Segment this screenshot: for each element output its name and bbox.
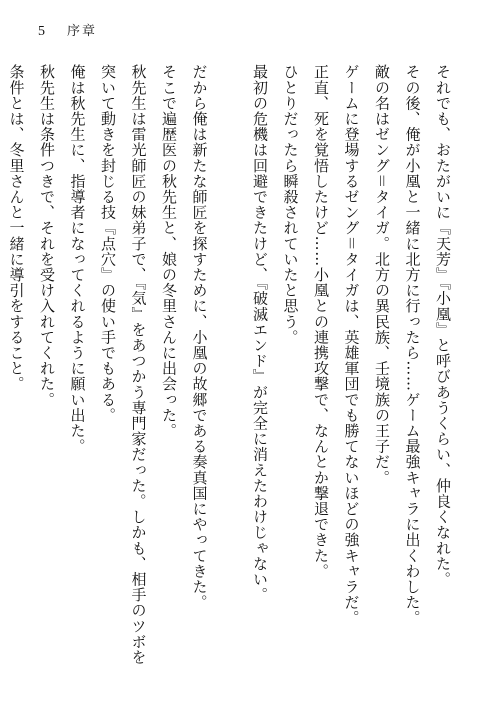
page-number: 5 bbox=[38, 24, 45, 39]
paragraph: ゲームに登場するゼング＝タイガは、英雄軍団でも勝てないほどの強キャラだ。 bbox=[342, 64, 361, 626]
paragraph: その後、俺が小凰と一緒に北方に行ったら……ゲーム最強キャラに出くわした。 bbox=[403, 64, 422, 626]
paragraph: ひとりだったら瞬殺されていたと思う。 bbox=[281, 64, 300, 345]
chapter-title: 序章 bbox=[67, 24, 98, 39]
paragraph: 俺は秋先生に、指導者になってくれるように願い出た。 bbox=[68, 64, 87, 454]
vertical-body-text bbox=[7, 64, 458, 674]
paragraph: それでも、おたがいに『天芳』『小凰』と呼びあうくらい、仲良くなれた。 bbox=[434, 64, 452, 587]
paragraph: 条件とは、冬里さんと一緒に導引をすること。 bbox=[7, 64, 26, 392]
paragraph: 秋先生は条件つきで、それを受け入れてくれた。 bbox=[38, 64, 56, 408]
paragraph: 秋先生は雷光師匠の妹弟子で、『気』をあつかう専門家だった。しかも、相手のツボを bbox=[129, 64, 148, 665]
paragraph: 敵の名はゼング＝タイガ。北方の異民族、壬境族の王子だ。 bbox=[373, 64, 391, 486]
paragraph bbox=[0, 64, 1, 674]
paragraph: 正直、死を覚悟したけど……小凰との連携攻撃で、なんとか撃退できた。 bbox=[312, 64, 330, 579]
paragraph: そこで遍歴医の秋先生と、娘の冬里さんに出会った。 bbox=[160, 64, 178, 439]
paragraph: 最初の危機は回避できたけど、『破滅エンド』が完全に消えたわけじゃない。 bbox=[251, 64, 269, 603]
running-header bbox=[38, 20, 97, 40]
paragraph: 突いて動きを封じる技『点穴』の使い手でもある。 bbox=[99, 64, 117, 423]
paragraph: だから俺は新たな師匠を探すために、小凰の故郷である奏真国にやってきた。 bbox=[190, 64, 209, 610]
